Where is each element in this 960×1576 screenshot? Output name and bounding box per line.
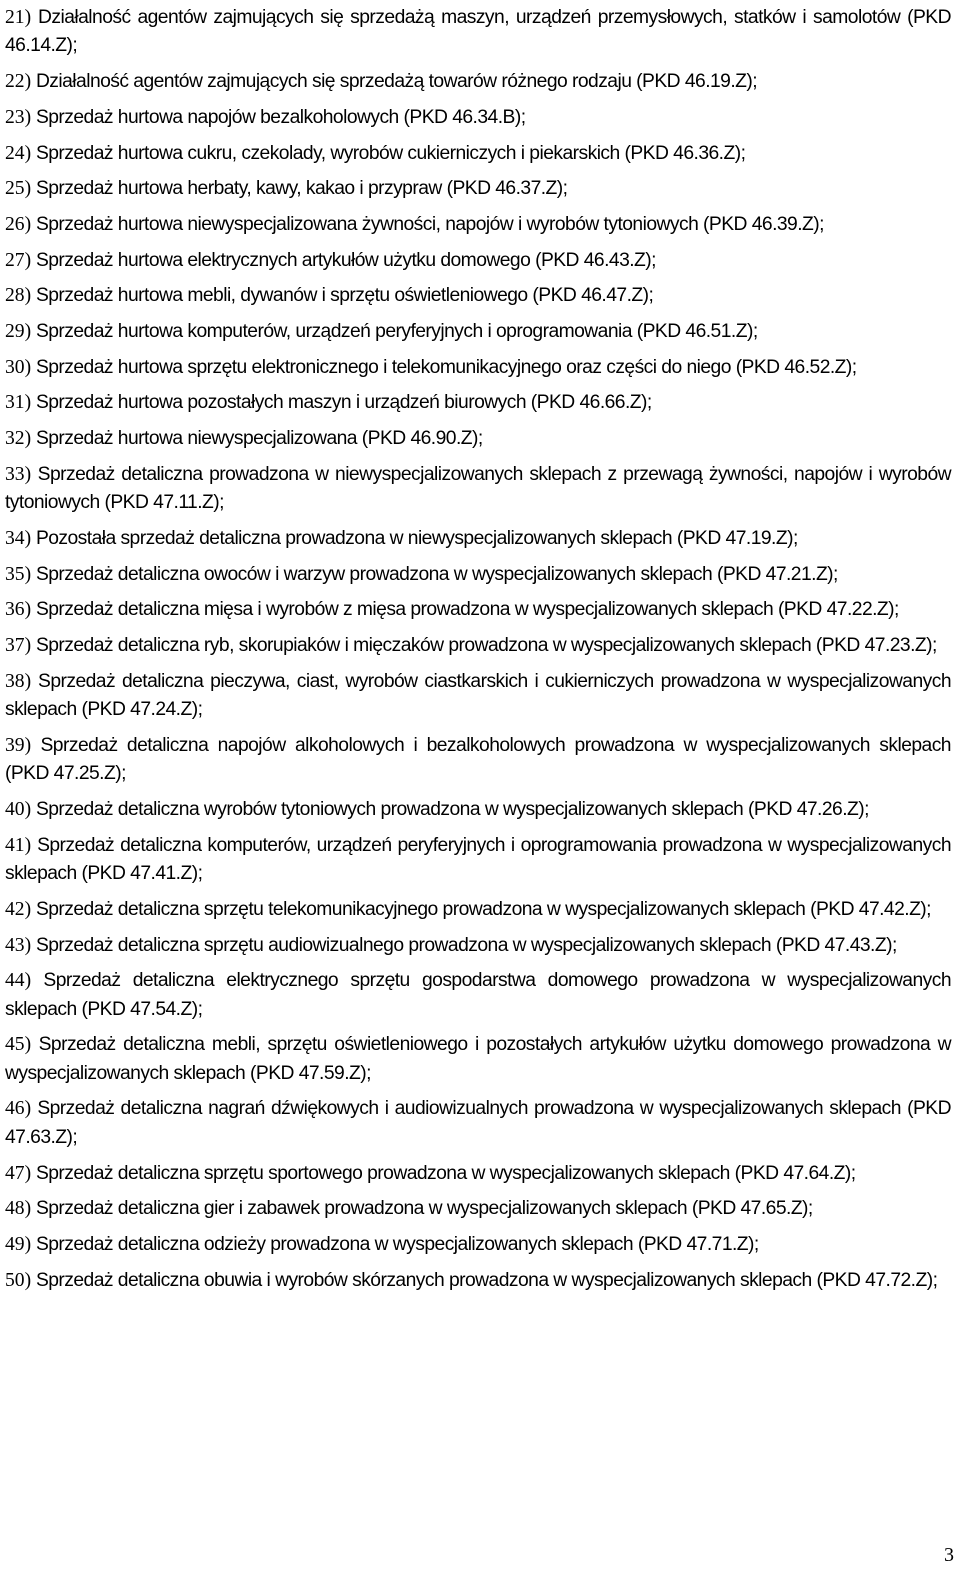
list-item — [5, 1095, 951, 1152]
list-item — [5, 282, 951, 310]
item-text: Sprzedaż detaliczna pieczywa, ciast, wyrobów ciastkarskich i cukierniczych prowadzona w wyspecjalizowanych sklepach (PKD 47.24.Z); — [5, 670, 951, 721]
list-item — [5, 140, 951, 168]
item-text: Sprzedaż detaliczna mebli, sprzętu oświetleniowego i pozostałych artykułów użytku domowego prowadzona w wyspecjalizowanych sklepach (PKD 47.59.Z); — [5, 1034, 952, 1084]
item-text: Sprzedaż hurtowa niewyspecjalizowana (PKD 46.90.Z); — [35, 428, 483, 450]
list-item — [5, 732, 951, 789]
item-text: Sprzedaż detaliczna odzieży prowadzona w wyspecjalizowanych sklepach (PKD 47.71.Z); — [35, 1233, 759, 1255]
item-number: 41) — [5, 834, 32, 856]
item-text: Sprzedaż hurtowa sprzętu elektronicznego i telekomunikacyjnego oraz części do niego (PKD 46.52.Z); — [35, 356, 857, 378]
item-number: 24) — [5, 142, 32, 164]
item-number: 40) — [5, 798, 32, 820]
item-number: 48) — [5, 1198, 32, 1220]
item-text: Sprzedaż detaliczna obuwia i wyrobów skórzanych prowadzona w wyspecjalizowanych sklepach (PKD 47.72.Z); — [35, 1269, 938, 1291]
item-number: 39) — [5, 734, 32, 756]
list-item — [5, 211, 951, 239]
list-item — [5, 425, 951, 453]
list-item — [5, 1231, 951, 1259]
item-number: 36) — [5, 599, 32, 621]
list-item — [5, 175, 951, 203]
list-item — [5, 832, 951, 889]
list-item — [5, 596, 951, 624]
item-text: Sprzedaż detaliczna gier i zabawek prowadzona w wyspecjalizowanych sklepach (PKD 47.65.Z); — [35, 1198, 813, 1220]
list-item — [5, 896, 951, 924]
item-number: 28) — [5, 285, 32, 307]
item-text: Sprzedaż detaliczna ryb, skorupiaków i mięczaków prowadzona w wyspecjalizowanych sklepach (PKD 47.23.Z); — [35, 635, 937, 657]
item-text: Sprzedaż hurtowa napojów bezalkoholowych (PKD 46.34.B); — [35, 106, 526, 128]
item-number: 50) — [5, 1269, 32, 1291]
pkd-activity-list — [5, 4, 951, 1302]
item-number: 32) — [5, 428, 32, 450]
item-number: 37) — [5, 635, 32, 657]
item-text: Sprzedaż hurtowa mebli, dywanów i sprzętu oświetleniowego (PKD 46.47.Z); — [35, 285, 654, 307]
item-number: 34) — [5, 527, 32, 549]
item-text: Sprzedaż hurtowa cukru, czekolady, wyrobów cukierniczych i piekarskich (PKD 46.36.Z); — [35, 142, 746, 164]
list-item — [5, 1195, 951, 1223]
list-item — [5, 967, 951, 1024]
item-number: 44) — [5, 970, 32, 992]
item-number: 23) — [5, 106, 32, 128]
item-number: 35) — [5, 563, 32, 585]
item-number: 46) — [5, 1098, 32, 1120]
list-item — [5, 318, 951, 346]
item-text: Sprzedaż detaliczna komputerów, urządzeń peryferyjnych i oprogramowania prowadzona w wyspecjalizowanych sklepach (PKD 47.41.Z); — [5, 834, 951, 885]
item-text: Sprzedaż detaliczna sprzętu audiowizualnego prowadzona w wyspecjalizowanych sklepach (PKD 47.43.Z); — [35, 934, 897, 956]
item-text: Sprzedaż hurtowa pozostałych maszyn i urządzeń biurowych (PKD 46.66.Z); — [35, 392, 652, 414]
item-text: Sprzedaż hurtowa komputerów, urządzeń peryferyjnych i oprogramowania (PKD 46.51.Z); — [35, 321, 758, 343]
item-number: 31) — [5, 392, 32, 414]
item-number: 49) — [5, 1233, 32, 1255]
item-text: Sprzedaż hurtowa niewyspecjalizowana żywności, napojów i wyrobów tytoniowych (PKD 46.39.Z); — [35, 213, 824, 235]
list-item — [5, 796, 951, 824]
item-number: 42) — [5, 898, 32, 920]
list-item — [5, 525, 951, 553]
item-number: 25) — [5, 178, 32, 200]
list-item — [5, 932, 951, 960]
item-text: Sprzedaż detaliczna mięsa i wyrobów z mięsa prowadzona w wyspecjalizowanych sklepach (PKD 47.22.Z); — [35, 599, 899, 621]
item-number: 30) — [5, 356, 32, 378]
item-number: 38) — [5, 670, 32, 692]
list-item — [5, 632, 951, 660]
list-item — [5, 354, 951, 382]
list-item — [5, 389, 951, 417]
list-item — [5, 104, 951, 132]
list-item — [5, 668, 951, 725]
item-number: 21) — [5, 7, 32, 28]
list-item — [5, 4, 951, 61]
item-text: Sprzedaż detaliczna owoców i warzyw prowadzona w wyspecjalizowanych sklepach (PKD 47.21.Z); — [35, 563, 838, 585]
item-text: Sprzedaż detaliczna elektrycznego sprzętu gospodarstwa domowego prowadzona w wyspecjalizowanych sklepach (PKD 47.54.Z); — [5, 970, 952, 1020]
item-number: 26) — [5, 213, 32, 235]
item-text: Sprzedaż detaliczna nagrań dźwiękowych i audiowizualnych prowadzona w wyspecjalizowanych sklepach (PKD 47.63.Z); — [5, 1098, 951, 1148]
item-number: 33) — [5, 463, 32, 485]
list-item — [5, 247, 951, 275]
list-item — [5, 461, 951, 518]
item-text: Działalność agentów zajmujących się sprzedażą maszyn, urządzeń przemysłowych, statków i samolotów (PKD 46.14.Z); — [5, 7, 951, 57]
item-number: 22) — [5, 71, 32, 93]
item-number: 43) — [5, 934, 32, 956]
list-item — [5, 561, 951, 589]
page-number: 3 — [944, 1544, 954, 1566]
list-item — [5, 1031, 951, 1088]
item-number: 45) — [5, 1034, 32, 1056]
item-number: 29) — [5, 321, 32, 343]
list-item — [5, 1160, 951, 1188]
item-text: Sprzedaż detaliczna wyrobów tytoniowych prowadzona w wyspecjalizowanych sklepach (PKD 47.26.Z); — [35, 798, 869, 820]
item-number: 27) — [5, 249, 32, 271]
item-text: Sprzedaż detaliczna sprzętu sportowego prowadzona w wyspecjalizowanych sklepach (PKD 47.64.Z); — [35, 1162, 856, 1184]
item-text: Sprzedaż hurtowa herbaty, kawy, kakao i przypraw (PKD 46.37.Z); — [35, 178, 568, 200]
item-text: Sprzedaż detaliczna sprzętu telekomunikacyjnego prowadzona w wyspecjalizowanych sklepach (PKD 47.42.Z); — [35, 898, 931, 920]
item-text: Sprzedaż detaliczna napojów alkoholowych i bezalkoholowych prowadzona w wyspecjalizowanych sklepach (PKD 47.25.Z); — [5, 734, 951, 785]
item-text: Działalność agentów zajmujących się sprzedażą towarów różnego rodzaju (PKD 46.19.Z); — [35, 71, 758, 93]
item-text: Sprzedaż detaliczna prowadzona w niewyspecjalizowanych sklepach z przewagą żywności, napojów i wyrobów tytoniowych (PKD 47.11.Z); — [5, 463, 951, 514]
item-text: Sprzedaż hurtowa elektrycznych artykułów użytku domowego (PKD 46.43.Z); — [35, 249, 656, 271]
item-number: 47) — [5, 1162, 32, 1184]
item-text: Pozostała sprzedaż detaliczna prowadzona w niewyspecjalizowanych sklepach (PKD 47.19.Z); — [35, 527, 798, 549]
list-item — [5, 68, 951, 96]
list-item — [5, 1267, 951, 1295]
